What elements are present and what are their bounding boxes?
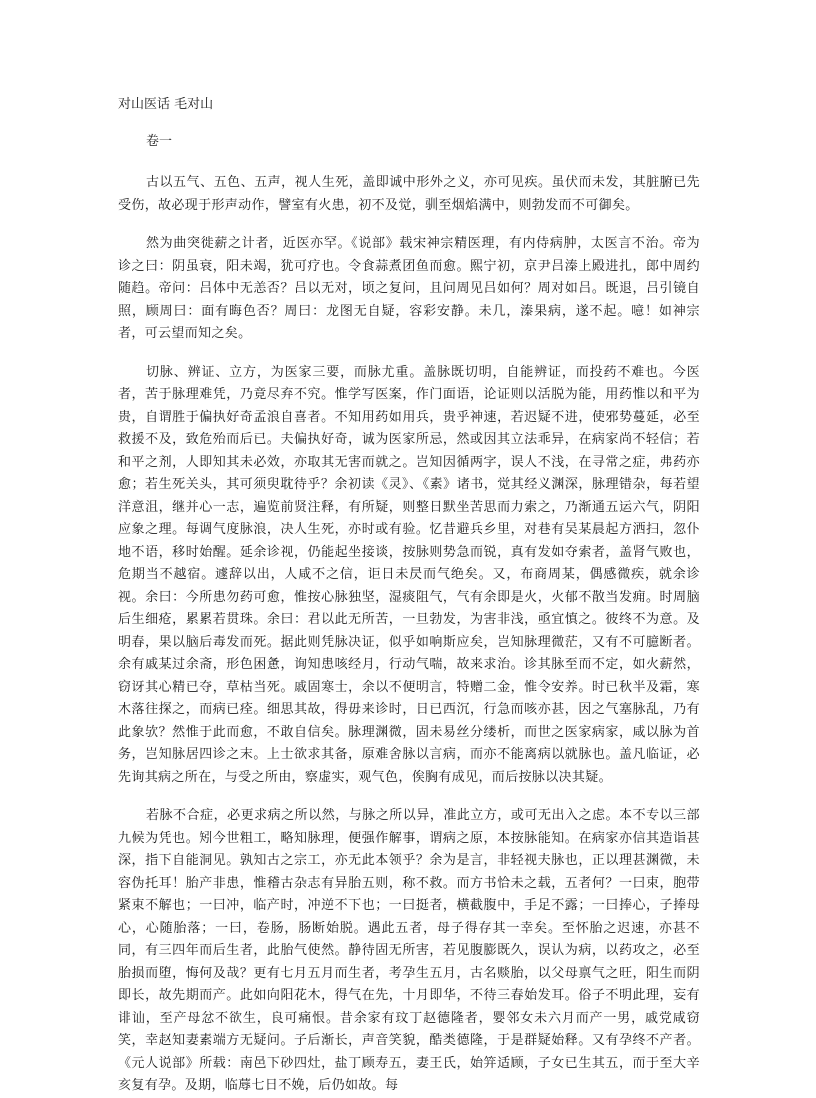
paragraph: 古以五气、五色、五声，视人生死，盖即诚中形外之义，亦可见疾。虽伏而未发，其脏腑已先受伤，故必现于形声动作，譬室有火患，初不及觉，驯至烟焰满中，则勃发而不可御矣。 — [118, 175, 700, 213]
document-title: 对山医话 毛对山 — [118, 97, 214, 112]
paragraph: 若脉不合症，必更求病之所以然，与脉之所以异，准此立方，或可无出入之虑。本不专以三部九候为凭也。矧今世粗工，略知脉理，便强作解事，谓病之原，本按脉能知。在病家亦信其造诣甚深，指下自能洞见。孰知古之宗工，亦无此本领乎？余为是言，非轻视夫脉也，正以理甚渊微，未容伪托耳！胎产非患，惟稽古杂志有异胎五则，称不救。而方书恰未之载，五者何？一曰束，胞带紧束不解也；一曰冲，临产时，冲逆不下也；一曰挺者，横截腹中，手足不露；一曰捧心，子捧母心，心随胎落；一曰，卷肠，肠断始脱。遇此五者，母子得存其一幸矣。至怀胎之迟速，亦甚不同，有三四年而后生者，此胎气使然。静待固无所害，若见腹膨既久，误认为病，以药攻之，必至胎损而堕，悔何及哉？更有七月五月而生者，考孕生五月，古名赕胎，以父母禀气之旺，阳生而阴即长，故先期而产。此如向阳花木，得气在先，十月即华，不待三春始发耳。俗子不明此理，妄有诽讪，至产母忿不欲生，良可痛恨。昔余家有玟丁赵德隆者，婴邻女未六月而产一男，戚党咸窃笑，幸赵知妻素端方无疑问。子后渐长，声音笑貌，酷类德隆，于是群疑始释。又有孕终不产者。《元人说部》所载：南邑下砂四灶，盐丁顾寿五，妻王氏，始笄适顾，子女已生其五，而于至大辛亥复有孕。及期，临蓐七日不娩，后仍如故。每 — [118, 808, 700, 1093]
volume-heading: 卷一 — [146, 134, 173, 149]
paragraph: 切脉、辨证、立方，为医家三要，而脉尤重。盖脉既切明，自能辨证，而投药不难也。今医者，苦于脉理难凭，乃竟尽弃不究。惟学写医案，作门面语，论证则以活脱为能，用药惟以和平为贵，自谓胜于偏执好奇孟浪自喜者。不知用药如用兵，贵乎神速，若迟疑不进，使邪势蔓延，必至救援不及，致危殆而后已。夫偏执好奇，诚为医家所忌，然或因其立法乖异，在病家尚不轻信；若和平之剂，人即知其未必效，亦取其无害而就之。岂知因循两字，误人不浅，在寻常之症，弗药亦愈；若生死关头，其可须臾耽待乎？余初读《灵》、《素》诸书，觉其经义渊深，脉理错杂，每若望洋意沮，继并心一志，遍览前贤注释，有所疑，则整日默坐苦思而力索之，乃渐通五运六气，阴阳应象之理。每调气度脉浪，决人生死，亦时或有验。忆昔避兵乡里，对巷有吴某晨起方洒扫，忽仆地不语，移时始醒。延余诊视，仍能起坐接谈，按脉则势急而锐，真有发如夺索者，盖肾气败也，危期当不越宿。遽辞以出，人咸不之信，讵日未昃而气绝矣。又，布商周某，偶感微疾，就余诊视。余曰：今所患勿药可愈，惟按心脉独坚，湿痰阻气，气有余即是火，火郁不散当发痈。时周脑后生细疮，累累若贯珠。余曰：君以此无所苦，一旦勃发，为害非浅，亟宜慎之。彼终不为意。及明春，果以脑后毒发而死。据此则凭脉决证，似乎如响斯应矣，岂知脉理微茫，又有不可臆断者。余有戚某过余斋，形色困惫，询知患咳经月，行动气喘，故来求治。诊其脉至而不定，如火薪然，窃讶其心精已夺，草枯当死。戚固寒士，余以不便明言，特赠二金，惟令安养。时已秋半及霜，寒木落往探之，而病已痊。细思其故，得毋来诊时，日已西沉，行急而咳亦甚，因之气塞脉乱，乃有此象欤？然惟于此而愈，不敢自信矣。脉理渊微，固未易丝分缕析，而世之医家病家，咸以脉为首务，岂知脉居四诊之末。上士欲求其备，原难舍脉以言病，而亦不能离病以就脉也。盖凡临证，必先询其病之所在，与受之所由，察虚实，观气色，俟胸有成见，而后按脉以决其疑。 — [118, 364, 700, 785]
paragraph: 然为曲突徙薪之计者，近医亦罕。《说部》载宋神宗精医理，有内侍病肿，太医言不治。帝为诊之曰：阴虽衰，阳未竭，犹可疗也。令食蒜煮团鱼而愈。熙宁初，京尹吕溱上殿进扎，郎中周约随趋。帝问：吕体中无恙否？吕以无对，顷之复问，且问周见吕如何？周对如吕。既退，吕引镜自照，顾周曰：面有晦色否？周曰：龙图无自疑，容彩安静。未几，溱果病，遂不起。噫！如神宗者，可云望而知之矣。 — [118, 236, 700, 341]
document-page — [118, 95, 700, 1098]
